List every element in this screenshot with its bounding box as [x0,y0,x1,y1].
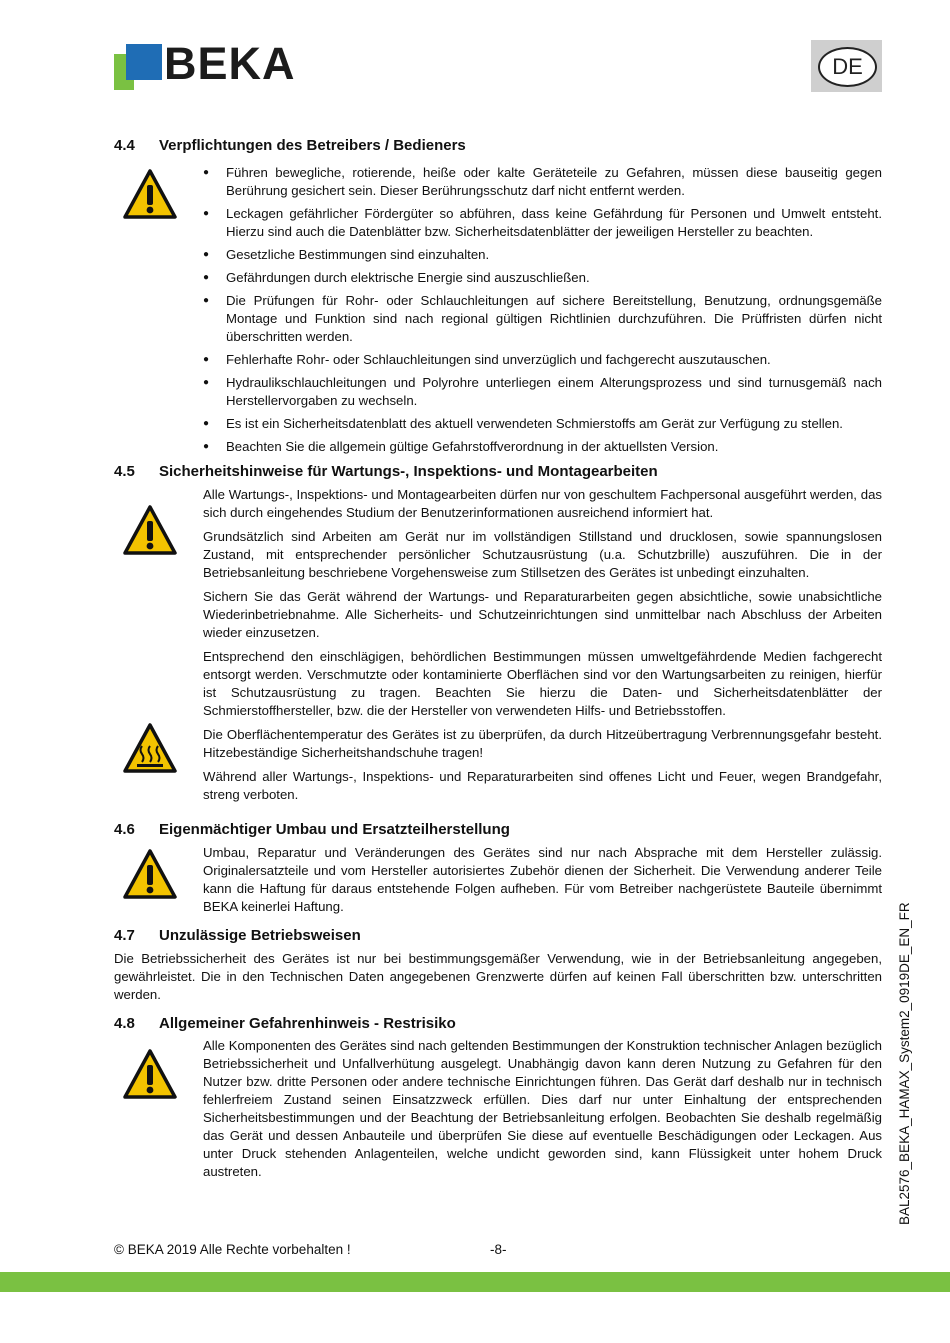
list-item: ● Gesetzliche Bestimmungen sind einzuhalten. [203,246,882,264]
list-item: ● Hydraulikschlauchleitungen und Polyrohre unterliegen einem Alterungsprozess und sind turnusgemäß nach Herstellervorgaben zu wechseln. [203,374,882,410]
language-badge-label: DE [818,47,877,87]
maintenance-safety-text [203,486,882,810]
improper-operation-text [114,950,882,1010]
page-number: -8- [490,1242,507,1257]
section-number: 4.8 [114,1015,135,1032]
section-title: Allgemeiner Gefahrenhinweis - Restrisiko [159,1015,456,1032]
list-item: ● Beachten Sie die allgemein gültige Gefahrstoffverordnung in der aktuellsten Version. [203,438,882,456]
list-item: ● Leckagen gefährlicher Fördergüter so abführen, dass keine Gefährdung für Personen und Umwelt entsteht. Hierzu sind auch die Datenblätter bzw. Sicherheitsdatenblätter der jeweiligen Hersteller zu beachten. [203,205,882,241]
copyright-text: © BEKA 2019 Alle Rechte vorbehalten ! [114,1242,351,1257]
document-code: BAL2576_BEKA_HAMAX_System2_0919DE_EN_FR [897,902,912,1225]
section-number: 4.7 [114,927,135,944]
section-heading-4-7 [114,927,361,944]
paragraph: Alle Wartungs-, Inspektions- und Montagearbeiten dürfen nur von geschultem Fachpersonal ausgeführt werden, das sich durch eingehendes Studium der Benutzerinformationen ausreichend informiert hat. [203,487,882,520]
footer-green-bar [0,1272,950,1292]
warning-triangle-icon [122,1048,178,1100]
paragraph: Entsprechend den einschlägigen, behördlichen Bestimmungen müssen umweltgefährdende Medien fachgerecht entsorgt werden. Verschmutzte oder kontaminierte Oberflächen sind vor den Wartungsarbeiten zu reinigen, hierfür ist Schutzausrüstung zu tragen. Beachten Sie hierzu die Daten- und Sicherheitsdatenblätter der Schmierstoffhersteller, bzw. die der Hersteller von verwendeten Hilfs- und Betriebsstoffen. [203,649,882,718]
modification-text [203,844,882,922]
section-number: 4.5 [114,463,135,480]
list-item: ● Gefährdungen durch elektrische Energie sind auszuschließen. [203,269,882,287]
hot-surface-warning-icon [122,722,178,774]
section-title: Unzulässige Betriebsweisen [159,927,361,944]
section-heading-4-5 [114,463,658,480]
warning-triangle-icon [122,848,178,900]
list-item: ● Führen bewegliche, rotierende, heiße oder kalte Geräteteile zu Gefahren, müssen diese bauseitig gegen Berührung gesichert sein. Dieser Berührungsschutz darf nicht entfernt werden. [203,164,882,200]
section-number: 4.6 [114,821,135,838]
paragraph: Alle Komponenten des Gerätes sind nach geltenden Bestimmungen der Konstruktion technischer Anlagen bezüglich Betriebssicherheit und Unfallverhütung ausgelegt. Unabhängig davon kann deren Nutzung zu Gefahren für den Nutzer bzw. dritte Personen oder andere technische Einrichtungen führen. Das Gerät darf deshalb nur in technisch fehlerfreiem Zustand seinen Einsatzzweck erfüllen. Dies darf nur unter Einhaltung der entsprechenden Sicherheitsbestimmungen und der Beachtung der Betriebsanleitung erfolgen. Beobachten Sie deshalb regelmäßig das Gerät und dessen Anbauteile und überprüfen Sie diese auf eventuelle Beschädigungen oder Leckagen. Aus unter Druck stehenden Anlagenteilen, welche undicht geworden sind, kann Flüssigkeit unter hohem Druck austreten. [203,1038,882,1179]
language-badge [811,40,882,92]
section-title: Verpflichtungen des Betreibers / Bedieners [159,137,466,154]
paragraph: Während aller Wartungs-, Inspektions- und Reparaturarbeiten sind offenes Licht und Feuer, wegen Brandgefahr, streng verboten. [203,769,882,802]
list-item: ● Die Prüfungen für Rohr- oder Schlauchleitungen auf sichere Bereitstellung, Benutzung, ordnungsgemäße Montage und Funktion sind nach regional gültigen Richtlinien durchzuführen. Die Prüffristen dürfen nicht überschritten werden. [203,292,882,346]
warning-triangle-icon [122,504,178,556]
paragraph: Sichern Sie das Gerät während der Wartungs- und Reparaturarbeiten gegen absichtliche, sowie unabsichtliche Wiederinbetriebnahme. Alle Sicherheits- und Schutzeinrichtungen sind unmittelbar nach Abschluss der Arbeiten wieder einzusetzen. [203,589,882,640]
section-title: Sicherheitshinweise für Wartungs-, Inspektions- und Montagearbeiten [159,463,658,480]
section-heading-4-4 [114,137,466,154]
beka-logo [114,40,329,96]
paragraph: Die Betriebssicherheit des Gerätes ist nur bei bestimmungsgemäßer Verwendung, wie in der Betriebsanleitung angegeben, gewährleistet. Die in den Technischen Daten angegebenen Grenzwerte dürfen auf keinen Fall überschritten bzw. unterschritten werden. [114,951,882,1002]
obligations-list [203,164,882,461]
warning-triangle-icon [122,168,178,220]
section-title: Eigenmächtiger Umbau und Ersatzteilherstellung [159,821,510,838]
logo-text: BEKA [164,38,296,89]
paragraph: Umbau, Reparatur und Veränderungen des Gerätes sind nur nach Absprache mit dem Hersteller zulässig. Originalersatzteile und vom Hersteller autorisiertes Zubehör dienen der Sicherheit. Die Verwendung anderer Teile kann die Haftung für daraus entstehende Folgen aufheben. Für vom Betreiber nachgerüstete Bauteile übernimmt BEKA keinerlei Haftung. [203,845,882,914]
residual-risk-text [203,1037,882,1187]
paragraph: Grundsätzlich sind Arbeiten am Gerät nur im vollständigen Stillstand und drucklosen, sowie spannungslosen Zustand, mit entsprechender persönlicher Schutzausrüstung (u.a. Schutzbrille) auszuführen. Die in der Betriebsanleitung beschriebene Vorgehensweise zum Stillsetzen des Gerätes ist unbedingt einzuhalten. [203,529,882,580]
list-item: ● Fehlerhafte Rohr- oder Schlauchleitungen sind unverzüglich und fachgerecht auszutauschen. [203,351,882,369]
section-heading-4-8 [114,1015,456,1032]
logo-blue-square [126,44,162,80]
section-heading-4-6 [114,821,510,838]
list-item: ● Es ist ein Sicherheitsdatenblatt des aktuell verwendeten Schmierstoffs am Gerät zur Verfügung zu stellen. [203,415,882,433]
section-number: 4.4 [114,137,135,154]
paragraph: Die Oberflächentemperatur des Gerätes ist zu überprüfen, da durch Hitzeübertragung Verbrennungsgefahr besteht. Hitzebeständige Sicherheitshandschuhe tragen! [203,727,882,760]
